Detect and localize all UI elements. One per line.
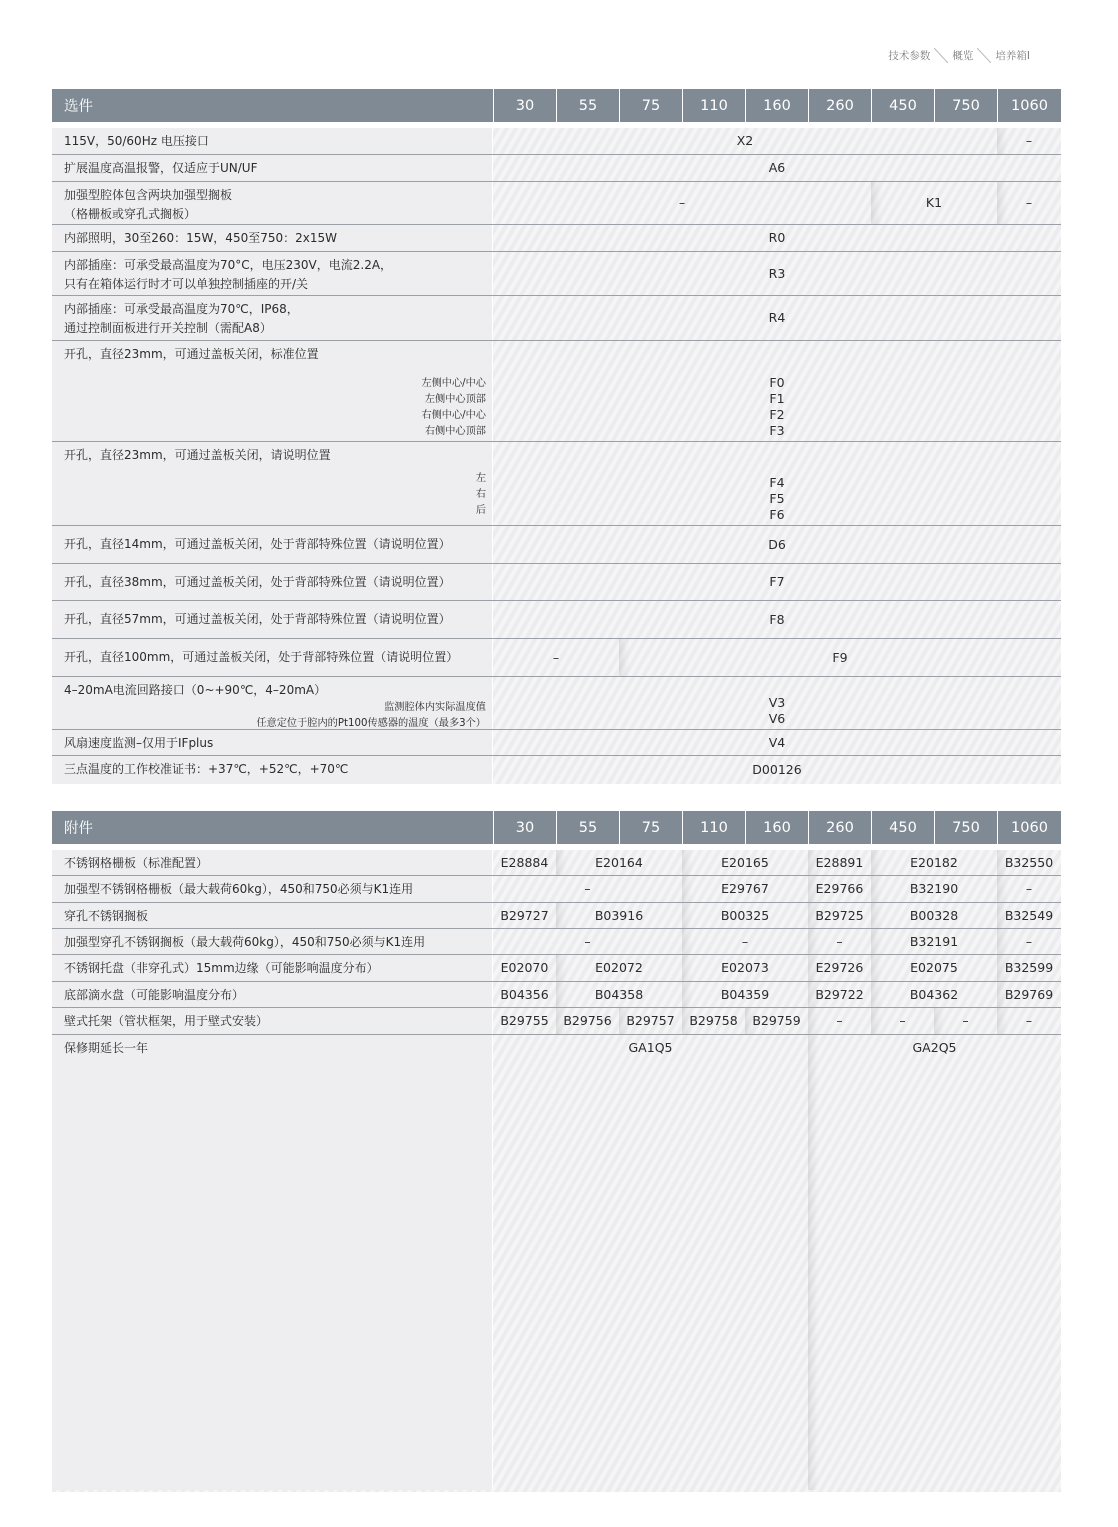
accessories-header	[52, 811, 1061, 844]
row-label	[52, 341, 493, 441]
table-row	[52, 876, 1061, 903]
cell-value: E28891	[808, 850, 871, 875]
table-row	[52, 341, 1061, 442]
size-header: 75	[619, 811, 682, 844]
cell-value: E20182	[871, 850, 997, 875]
options-body	[52, 128, 1061, 784]
options-header-label: 选件	[64, 99, 93, 115]
row-label	[52, 677, 493, 729]
row-sublabel: 右侧中心顶部	[424, 426, 486, 437]
cell-value: –	[678, 195, 686, 210]
cell-value: F5	[769, 491, 785, 506]
cell-value: F8	[769, 611, 785, 627]
cell-value: –	[584, 881, 591, 896]
row-label	[52, 182, 493, 224]
size-header: 110	[682, 811, 745, 844]
cell-value: K1	[871, 182, 997, 224]
cell-value: B29727	[500, 907, 549, 923]
cell-value: F6	[769, 507, 785, 522]
size-header: 110	[682, 89, 745, 122]
table-row	[52, 756, 1061, 784]
cell-value: R3	[768, 265, 786, 281]
size-header: 160	[745, 811, 808, 844]
row-label: 扩展温度高温报警，仅适应于UN/UF	[52, 155, 493, 181]
cell-value: B04362	[871, 982, 997, 1007]
cell-value: E20165	[682, 850, 808, 875]
table-row	[52, 182, 1061, 225]
row-label: 加强型穿孔不锈钢搁板（最大载荷60kg），450和750必须与K1连用	[52, 929, 493, 954]
table-row	[52, 442, 1061, 526]
cell-value: –	[997, 929, 1061, 954]
cell-value: R0	[768, 230, 786, 245]
cell-value: –	[808, 1008, 871, 1034]
accessories-body	[52, 850, 1061, 1492]
cell-value: –	[997, 1008, 1061, 1034]
cell-value: B29759	[745, 1008, 808, 1034]
row-sublabel: 左侧中心/中心	[421, 378, 486, 389]
cell-value: F9	[619, 639, 1061, 676]
cell-value: E02072	[556, 955, 682, 981]
cell-value: –	[552, 649, 560, 665]
cell-value: B29757	[619, 1008, 682, 1034]
cell-value: –	[584, 933, 591, 949]
cell-value: B04358	[556, 982, 682, 1007]
size-header: 450	[871, 811, 934, 844]
row-label-line: 通过控制面板进行开关控制（需配A8）	[64, 321, 272, 335]
slash-separator-icon	[977, 48, 991, 63]
row-label: 底部滴水盘（可能影响温度分布）	[52, 982, 493, 1007]
table-row	[52, 639, 1061, 677]
accessories-header-label: 附件	[64, 821, 93, 837]
row-sublabel: 监测腔体内实际温度值	[384, 702, 486, 713]
cell-value: E02073	[682, 955, 808, 981]
cell-value: B29755	[500, 1013, 549, 1028]
row-sublabel: 后	[475, 505, 486, 516]
options-table	[52, 89, 1061, 784]
table-row	[52, 155, 1061, 182]
row-label: 保修期延长一年	[52, 1035, 493, 1490]
table-row	[52, 564, 1061, 601]
cell-value: –	[997, 128, 1061, 154]
row-label-line: （格栅板或穿孔式搁板）	[64, 207, 197, 221]
size-header: 160	[745, 89, 808, 122]
cell-value: D6	[768, 536, 786, 552]
row-label: 不锈钢格栅板（标准配置）	[52, 850, 493, 875]
options-header	[52, 89, 1061, 122]
row-label: 开孔，直径38mm，可通过盖板关闭，处于背部特殊位置（请说明位置）	[52, 564, 493, 600]
size-header: 30	[493, 811, 556, 844]
row-label-line: 内部插座：可承受最高温度为70°C，电压230V，电流2.2A，	[64, 258, 393, 272]
row-label: 三点温度的工作校准证书：+37℃，+52℃，+70℃	[52, 756, 493, 784]
table-row	[52, 850, 1061, 876]
cell-value: GA2Q5	[808, 1035, 1061, 1490]
cell-value: B32549	[997, 903, 1061, 928]
table-row	[52, 677, 1061, 730]
cell-value: E29726	[808, 955, 871, 981]
cell-value: –	[997, 876, 1061, 902]
table-row	[52, 982, 1061, 1008]
cell-value: GA1Q5	[628, 1040, 673, 1055]
row-label	[52, 252, 493, 295]
cell-value: E02075	[871, 955, 997, 981]
cell-value: B32191	[871, 929, 997, 954]
row-label: 开孔，直径100mm，可通过盖板关闭，处于背部特殊位置（请说明位置）	[52, 639, 493, 676]
size-header: 260	[808, 89, 871, 122]
cell-value: E28884	[500, 854, 549, 870]
row-label-line: 开孔，直径23mm，可通过盖板关闭，标准位置	[64, 347, 319, 361]
cell-value: B00325	[682, 903, 808, 928]
cell-value: –	[871, 1008, 934, 1034]
accessories-table	[52, 811, 1061, 1492]
cell-value: E29766	[808, 876, 871, 902]
cell-value: B32550	[997, 850, 1061, 875]
cell-value: E29767	[682, 876, 808, 902]
cell-value: V6	[768, 711, 786, 726]
row-label: 开孔，直径14mm，可通过盖板关闭，处于背部特殊位置（请说明位置）	[52, 526, 493, 563]
size-header: 55	[556, 89, 619, 122]
cell-value: D00126	[752, 762, 802, 777]
row-sublabel: 左	[475, 473, 486, 484]
row-label: 开孔，直径57mm，可通过盖板关闭，处于背部特殊位置（请说明位置）	[52, 601, 493, 638]
row-label-line: 加强型腔体包含两块加强型搁板	[64, 188, 233, 202]
cell-value: B29758	[682, 1008, 745, 1034]
table-row	[52, 1008, 1061, 1035]
slash-separator-icon	[934, 48, 948, 63]
cell-value: A6	[768, 160, 786, 175]
table-row	[52, 128, 1061, 155]
cell-value: B00328	[871, 903, 997, 928]
row-label: 加强型不锈钢格栅板（最大载荷60kg），450和750必须与K1连用	[52, 876, 493, 902]
row-label: 穿孔不锈钢搁板	[52, 903, 493, 928]
table-row	[52, 730, 1061, 756]
cell-value: R4	[768, 310, 786, 325]
table-row	[52, 955, 1061, 982]
cell-value: B04356	[500, 986, 549, 1002]
table-row	[52, 296, 1061, 341]
table-row	[52, 1035, 1061, 1490]
row-label: 内部照明，30至260：15W，450至750：2x15W	[52, 225, 493, 251]
cell-value: X2	[736, 133, 754, 148]
size-header: 750	[934, 811, 997, 844]
cell-value: V4	[768, 734, 786, 750]
cell-value: E20164	[556, 850, 682, 875]
size-header: 55	[556, 811, 619, 844]
cell-value: F2	[769, 407, 785, 422]
cell-value: V3	[768, 695, 786, 710]
cell-value: F7	[769, 574, 785, 589]
row-sublabel: 右侧中心/中心	[421, 410, 486, 421]
breadcrumb	[888, 48, 1030, 63]
row-label-line: 4–20mA电流回路接口（0~+90℃，4–20mA）	[64, 683, 327, 697]
cell-value: F0	[769, 375, 785, 390]
size-header: 30	[493, 89, 556, 122]
size-header: 750	[934, 89, 997, 122]
cell-value: –	[682, 929, 808, 954]
table-row	[52, 601, 1061, 639]
size-header: 1060	[997, 811, 1061, 844]
cell-value: B32599	[997, 955, 1061, 981]
row-label: 不锈钢托盘（非穿孔式）15mm边缘（可能影响温度分布）	[52, 955, 493, 981]
cell-value: B04359	[682, 982, 808, 1007]
cell-value: B32190	[871, 876, 997, 902]
size-header: 260	[808, 811, 871, 844]
breadcrumb-item[interactable]: 技术参数	[888, 50, 931, 62]
row-label-line: 只有在箱体运行时才可以单独控制插座的开/关	[64, 277, 309, 291]
row-label-line: 内部插座：可承受最高温度为70℃，IP68，	[64, 302, 299, 316]
cell-value: F4	[769, 475, 785, 490]
cell-value: F3	[769, 423, 785, 438]
row-sublabel: 左侧中心顶部	[424, 394, 486, 405]
cell-value: B03916	[556, 903, 682, 928]
cell-value: B29722	[808, 982, 871, 1007]
row-label-line: 开孔，直径23mm，可通过盖板关闭，请说明位置	[64, 448, 331, 462]
row-sublabel: 任意定位于腔内的Pt100传感器的温度（最多3个）	[256, 718, 486, 729]
table-row	[52, 252, 1061, 296]
row-label: 壁式托架（管状框架，用于壁式安装）	[52, 1008, 493, 1034]
cell-value: B29769	[997, 982, 1061, 1007]
cell-value: B29725	[808, 903, 871, 928]
row-label	[52, 442, 493, 525]
row-sublabel: 右	[475, 489, 486, 500]
cell-value: –	[808, 929, 871, 954]
table-row	[52, 526, 1061, 564]
breadcrumb-item[interactable]: 概览	[952, 50, 974, 62]
breadcrumb-item[interactable]: 培养箱I	[995, 50, 1030, 62]
cell-value: –	[997, 182, 1061, 224]
cell-value: F1	[769, 391, 785, 406]
size-header: 450	[871, 89, 934, 122]
size-header: 75	[619, 89, 682, 122]
cell-value: –	[934, 1008, 997, 1034]
row-label	[52, 296, 493, 340]
table-row	[52, 225, 1061, 252]
cell-value: B29756	[556, 1008, 619, 1034]
table-row	[52, 929, 1061, 955]
size-header: 1060	[997, 89, 1061, 122]
row-label: 115V，50/60Hz 电压接口	[52, 128, 493, 154]
cell-value: E02070	[500, 960, 549, 975]
row-label: 风扇速度监测–仅用于IFplus	[52, 730, 493, 755]
table-row	[52, 903, 1061, 929]
